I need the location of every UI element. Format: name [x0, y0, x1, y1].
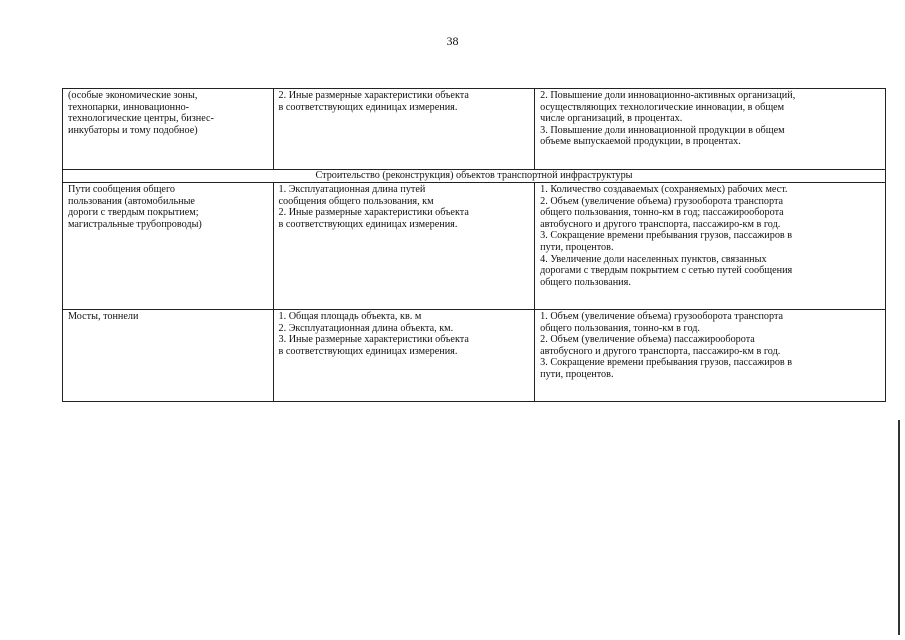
- cell-text-line: в соответствующих единицах измерения.: [278, 345, 458, 357]
- efficiency-indicators-cell: [535, 310, 886, 402]
- page-number: 38: [446, 34, 459, 48]
- cell-text-line: в соответствующих единицах измерения.: [278, 218, 458, 230]
- efficiency-indicators-cell: [535, 183, 886, 310]
- cell-text-line: пути, процентов.: [540, 368, 614, 380]
- cell-text-line: технопарки, инновационно-: [68, 101, 190, 113]
- criteria-table: [62, 88, 886, 402]
- cell-text-line: 2. Объем (увеличение объема) грузооборота транспорта: [540, 195, 784, 207]
- cell-text-line: 1. Объем (увеличение объема) грузооборота транспорта: [540, 311, 784, 322]
- table-row: [63, 183, 886, 310]
- cell-text-line: осуществляющих технологические инновации, в общем: [540, 101, 785, 113]
- cell-text-line: 2. Иные размерные характеристики объекта: [278, 90, 469, 101]
- cell-text-line: общего пользования, тонно-км в год; пассажирооборота: [540, 207, 784, 219]
- cell-text-line: магистральные трубопроводы): [68, 218, 202, 230]
- cell-text-line: общего пользования, тонно-км в год.: [540, 322, 700, 334]
- cell-text-line: 3. Сокращение времени пребывания грузов, пассажиров в: [540, 230, 793, 242]
- section-header-row: [63, 170, 886, 183]
- cell-text-line: в соответствующих единицах измерения.: [278, 101, 458, 113]
- table-row: [63, 89, 886, 170]
- object-type-cell: [63, 310, 274, 402]
- size-characteristics-cell: [273, 89, 535, 170]
- scan-edge-line: [898, 420, 900, 635]
- cell-text-line: 3. Сокращение времени пребывания грузов, пассажиров в: [540, 357, 793, 369]
- cell-text-line: Мосты, тоннели: [68, 311, 139, 322]
- cell-text-line: 2. Эксплуатационная длина объекта, км.: [278, 322, 454, 334]
- cell-text-line: общего пользования.: [540, 276, 631, 288]
- cell-text-line: автобусного и другого транспорта, пассажиро-км в год.: [540, 218, 781, 230]
- cell-text-line: технологические центры, бизнес-: [68, 113, 214, 125]
- cell-text-line: 1. Общая площадь объекта, кв. м: [278, 311, 422, 322]
- cell-text-line: пользования (автомобильные: [68, 195, 195, 207]
- object-type-cell: [63, 89, 274, 170]
- cell-text-line: дороги с твердым покрытием;: [68, 207, 199, 219]
- section-title: Строительство (реконструкция) объектов транспортной инфраструктуры: [63, 170, 886, 183]
- cell-text-line: числе организаций, в процентах.: [540, 113, 683, 125]
- cell-text-line: (особые экономические зоны,: [68, 90, 198, 101]
- cell-text-line: 3. Повышение доли инновационной продукции в общем: [540, 124, 785, 136]
- cell-text-line: 4. Увеличение доли населенных пунктов, связанных: [540, 253, 767, 265]
- cell-text-line: 2. Иные размерные характеристики объекта: [278, 207, 469, 219]
- efficiency-indicators-cell: [535, 89, 886, 170]
- cell-text-line: 2. Повышение доли инновационно-активных организаций,: [540, 90, 796, 101]
- cell-text-line: 1. Эксплуатационная длина путей: [278, 184, 426, 195]
- size-characteristics-cell: [273, 310, 535, 402]
- cell-text-line: 1. Количество создаваемых (сохраняемых) рабочих мест.: [540, 184, 788, 195]
- cell-text-line: инкубаторы и тому подобное): [68, 124, 198, 136]
- cell-text-line: автобусного и другого транспорта, пассажиро-км в год.: [540, 345, 781, 357]
- cell-text-line: 2. Объем (увеличение объема) пассажирооборота: [540, 334, 755, 346]
- cell-text-line: 3. Иные размерные характеристики объекта: [278, 334, 469, 346]
- object-type-cell: [63, 183, 274, 310]
- table-row: [63, 310, 886, 402]
- size-characteristics-cell: [273, 183, 535, 310]
- cell-text-line: сообщения общего пользования, км: [278, 195, 434, 207]
- cell-text-line: пути, процентов.: [540, 241, 614, 253]
- cell-text-line: дорогами с твердым покрытием с сетью путей сообщения: [540, 265, 793, 277]
- cell-text-line: объеме выпускаемой продукции, в процентах.: [540, 136, 741, 148]
- cell-text-line: Пути сообщения общего: [68, 184, 175, 195]
